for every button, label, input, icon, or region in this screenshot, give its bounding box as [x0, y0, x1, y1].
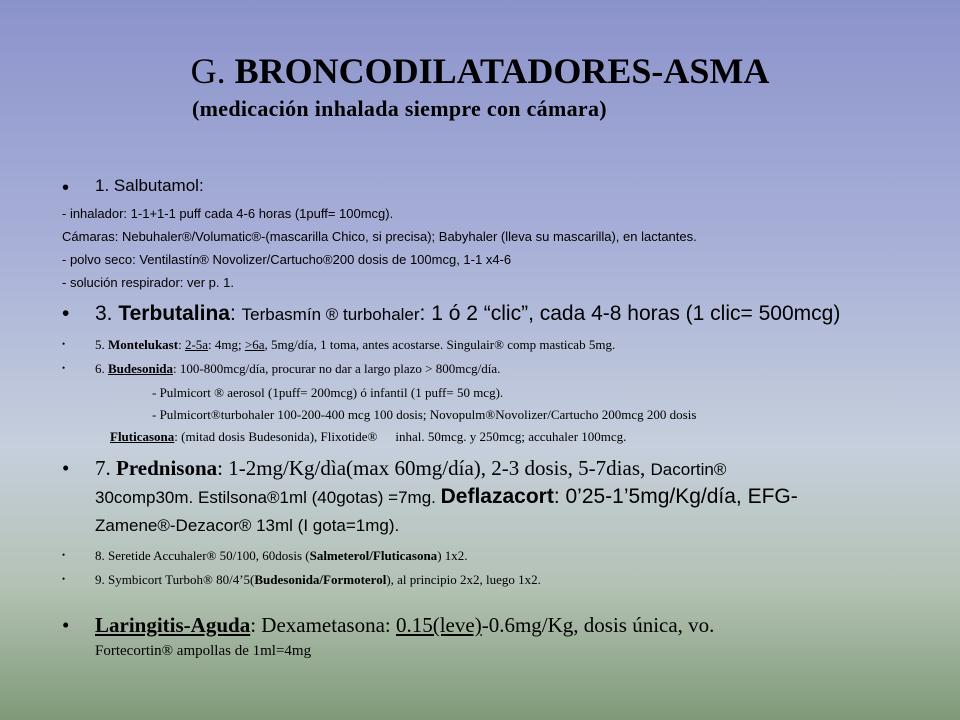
- bullet-dot: •: [62, 456, 70, 480]
- bullet-symbicort: [62, 572, 942, 588]
- slide-subtitle: (medicación inhalada siempre con cámara): [192, 96, 607, 121]
- laringitis-name: Laringitis-Aguda: [95, 613, 251, 637]
- bullet-dot: •: [62, 302, 70, 325]
- bullet-montelukast: [62, 337, 942, 353]
- budesonida-num: 6.: [95, 361, 108, 376]
- salbutamol-line-2: Cámaras: Nebuhaler®/Volumatic®-(mascarilla Chico, si precisa); Babyhaler (lleva su mascarilla), en lactantes.: [62, 229, 697, 244]
- seretide-post: ) 1x2.: [437, 548, 468, 563]
- bullet-dot: •: [62, 339, 66, 349]
- deflazacort-dose: : 0’25-1’5mg/Kg/día, EFG-: [553, 485, 798, 508]
- montelukast-dose-1: : 4mg;: [208, 337, 245, 352]
- deflazacort-name: Deflazacort: [440, 485, 554, 508]
- terbutalina-colon: :: [229, 302, 242, 325]
- symbicort-post: ), al principio 2x2, luego 1x2.: [386, 572, 541, 587]
- terbutalina-num: 3.: [95, 302, 119, 325]
- seretide-pre: 8. Seretide Accuhaler® 50/100, 60dosis (: [95, 548, 310, 563]
- bullet-dot: •: [62, 613, 70, 637]
- bullet-prednisona: [62, 455, 942, 539]
- laringitis-line-2: Fortecortin® ampollas de 1ml=4mg: [95, 643, 312, 659]
- seretide-components: Salmeterol/Fluticasona: [309, 548, 438, 563]
- montelukast-num: 5.: [95, 337, 108, 352]
- fluticasona-dose: : (mitad dosis Budesonida), Flixotide®: [174, 429, 378, 444]
- symbicort-components: Budesonida/Formoterol: [254, 572, 387, 587]
- symbicort-pre: 9. Symbicort Turboh® 80/4’5(: [95, 572, 255, 587]
- montelukast-age-1: 2-5a: [184, 337, 209, 352]
- salbutamol-line-4: - solución respirador: ver p. 1.: [62, 275, 234, 290]
- montelukast-dose-2: , 5mg/día, 1 toma, antes acostarse. Singulair® comp masticab 5mg.: [264, 337, 616, 352]
- bullet-dot: •: [62, 177, 70, 199]
- title-prefix: G.: [190, 51, 235, 91]
- prednisona-brand: Dacortin®: [650, 460, 727, 479]
- salbutamol-line-1: - inhalador: 1-1+1-1 puff cada 4-6 horas (1puff= 100mcg).: [62, 206, 394, 221]
- salbutamol-line-3: - polvo seco: Ventilastín® Novolizer/Cartucho®200 dosis de 100mcg, 1-1 x4-6: [62, 252, 512, 267]
- budesonida-dose: : 100-800mcg/día, procurar no dar a largo plazo > 800mcg/día.: [173, 361, 501, 376]
- bullet-seretide: [62, 548, 942, 564]
- fluticasona-name: Fluticasona: [110, 429, 175, 444]
- laringitis-post: -0.6mg/Kg, dosis única, vo.: [481, 613, 715, 637]
- laringitis-pre: : Dexametasona:: [250, 613, 396, 637]
- budesonida-sub-1: - Pulmicort ® aerosol (1puff= 200mcg) ó infantil (1 puff= 50 mcg).: [152, 385, 504, 400]
- laringitis-dose: 0.15(leve): [395, 613, 482, 637]
- prednisona-dose: : 1-2mg/Kg/dìa(max 60mg/día), 2-3 dosis, 5-7dias,: [217, 456, 651, 480]
- montelukast-name: Montelukast: [108, 337, 179, 352]
- fluticasona-tail: inhal. 50mcg. y 250mcg; accuhaler 100mcg.: [395, 429, 627, 444]
- prednisona-num: 7.: [95, 456, 116, 480]
- montelukast-colon: :: [178, 337, 185, 352]
- fluticasona-line: [62, 429, 942, 445]
- bullet-dot: •: [62, 363, 66, 373]
- title-main: BRONCODILATADORES-ASMA: [234, 51, 770, 91]
- budesonida-name: Budesonida: [108, 361, 174, 376]
- terbutalina-name: Terbutalina: [118, 302, 230, 325]
- budesonida-sub-2: - Pulmicort®turbohaler 100-200-400 mcg 100 dosis; Novopulm®Novolizer/Cartucho 200mcg 200 dosis: [152, 407, 697, 422]
- slide-title: [0, 50, 960, 92]
- prednisona-line-3: Zamene®-Dezacor® 13ml (I gota=1mg).: [95, 516, 400, 535]
- terbutalina-brand: Terbasmín ® turbohaler: [241, 305, 420, 324]
- bullet-dot: •: [62, 574, 66, 584]
- bullet-salbutamol: [62, 176, 942, 199]
- bullet-laringitis: [62, 612, 942, 664]
- slide-content: [62, 176, 942, 664]
- prednisona-name: Prednisona: [116, 456, 218, 480]
- terbutalina-dose: : 1 ó 2 “clic”, cada 4-8 horas (1 clic= 500mcg): [419, 302, 841, 325]
- montelukast-age-2: >6a: [244, 337, 265, 352]
- bullet-terbutalina: [62, 300, 942, 328]
- bullet-budesonida: [62, 361, 942, 377]
- salbutamol-heading: 1. Salbutamol:: [95, 176, 204, 195]
- prednisona-line-2a: 30comp30m. Estilsona®1ml (40gotas) =7mg.: [95, 488, 441, 507]
- bullet-dot: •: [62, 550, 66, 560]
